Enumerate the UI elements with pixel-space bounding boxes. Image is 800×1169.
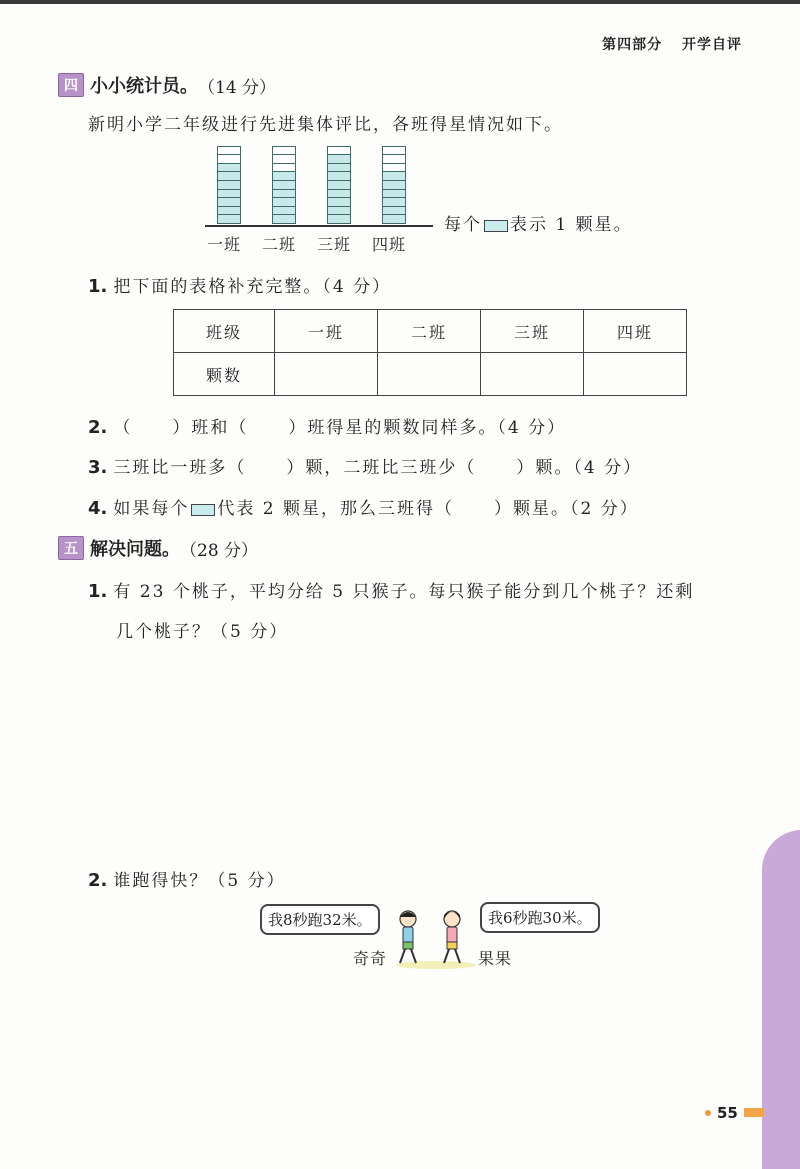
- star-cell: [217, 214, 241, 224]
- s5-question-2: [88, 866, 286, 891]
- table-header-cell: 二班: [378, 310, 481, 353]
- page-bar: [744, 1108, 764, 1117]
- s4-q4-part: 代表 2 颗星，那么三班得（: [217, 499, 454, 519]
- s4-q3-number: 3.: [88, 457, 108, 478]
- star-cell: [272, 214, 296, 224]
- legend-suffix: 表示 1 颗星。: [510, 215, 633, 235]
- section4-title: 小小统计员。: [90, 76, 198, 97]
- unit-square-icon: [191, 504, 215, 516]
- chart-column: [327, 147, 351, 224]
- section5-badge: 五: [58, 536, 84, 560]
- answer-cell-class-3[interactable]: [481, 353, 584, 396]
- s5-q1-number: 1.: [88, 581, 108, 602]
- table-header-cell: 班级: [174, 310, 275, 353]
- answer-cell-class-4[interactable]: [584, 353, 687, 396]
- s4-q2-part: ）班得星的颗数同样多。（4 分）: [288, 418, 567, 438]
- table-header-cell: 四班: [584, 310, 687, 353]
- chart-category-label: 二班: [262, 235, 297, 254]
- s4-q4-part: ）颗星。（2 分）: [494, 499, 639, 519]
- s4-q1-number: 1.: [88, 276, 108, 297]
- chart-category-label: 一班: [207, 235, 242, 254]
- answer-cell-class-1[interactable]: [275, 353, 378, 396]
- s4-q4-part: 如果每个: [113, 499, 190, 519]
- s4-question-1: [88, 272, 391, 297]
- star-cell: [382, 214, 406, 224]
- s4-q2-part: ）班和（: [172, 418, 249, 438]
- s4-question-3: [88, 453, 642, 478]
- s5-question-1: [88, 577, 694, 602]
- s4-q3-part: 三班比一班多（: [113, 458, 247, 478]
- chart-column: [217, 147, 241, 224]
- chart-baseline: [205, 225, 433, 227]
- s4-q4-number: 4.: [88, 498, 108, 519]
- chart-category-label: 三班: [317, 235, 352, 254]
- section4-heading: [58, 72, 276, 98]
- star-cell: [327, 214, 351, 224]
- section5-score: （28 分）: [180, 540, 259, 561]
- table-row-label: 颗数: [174, 353, 275, 396]
- table-header-cell: 一班: [275, 310, 378, 353]
- unit-square-icon: [484, 220, 508, 232]
- star-chart: [205, 140, 435, 254]
- chart-column: [382, 147, 406, 224]
- section4-badge: 四: [58, 73, 84, 97]
- page-header: [602, 34, 742, 54]
- running-kids-illustration: [386, 905, 486, 975]
- section4-intro: 新明小学二年级进行先进集体评比，各班得星情况如下。: [88, 115, 563, 135]
- s5-q2-text: 谁跑得快？（5 分）: [113, 871, 286, 891]
- ground-shadow: [396, 961, 476, 969]
- s4-q2-part: （: [113, 418, 133, 438]
- s5-q1-line1: 有 23 个桃子，平均分给 5 只猴子。每只猴子能分到几个桃子？还剩: [113, 582, 695, 602]
- s4-question-4: [88, 494, 639, 519]
- s4-q2-number: 2.: [88, 417, 108, 438]
- s4-q3-part: ）颗，二班比三班少（: [286, 458, 477, 478]
- answer-cell-class-2[interactable]: [378, 353, 481, 396]
- s4-q3-part: ）颗。（4 分）: [516, 458, 643, 478]
- chart-legend: [444, 210, 633, 235]
- chart-column: [272, 147, 296, 224]
- section5-heading: [58, 535, 258, 561]
- legend-prefix: 每个: [444, 215, 482, 235]
- guoguo-figure: [444, 911, 460, 963]
- side-tab-decoration: [762, 830, 800, 1169]
- section5-title: 解决问题。: [90, 539, 180, 560]
- s4-q1-text: 把下面的表格补充完整。（4 分）: [113, 277, 392, 297]
- page-dot: [705, 1110, 711, 1116]
- top-rule: [0, 0, 800, 4]
- guoguo-speech-bubble: 我6秒跑30米。: [480, 902, 600, 933]
- header-section: 开学自评: [682, 37, 742, 53]
- header-part: 第四部分: [602, 37, 663, 53]
- qiqi-figure: [400, 911, 416, 963]
- s5-q1-line2: 几个桃子？（5 分）: [116, 622, 289, 642]
- qiqi-speech-bubble: 我8秒跑32米。: [260, 904, 380, 935]
- table-row: [174, 353, 687, 396]
- section4-score: （14 分）: [198, 77, 277, 98]
- chart-category-label: 四班: [372, 235, 407, 254]
- table-header-cell: 三班: [481, 310, 584, 353]
- guoguo-name: 果果: [478, 949, 513, 968]
- s4-question-2: [88, 413, 566, 438]
- page-number: 55: [717, 1104, 738, 1122]
- stats-table: [173, 309, 687, 396]
- s5-q2-number: 2.: [88, 870, 108, 891]
- table-header-row: [174, 310, 687, 353]
- qiqi-name: 奇奇: [353, 949, 388, 968]
